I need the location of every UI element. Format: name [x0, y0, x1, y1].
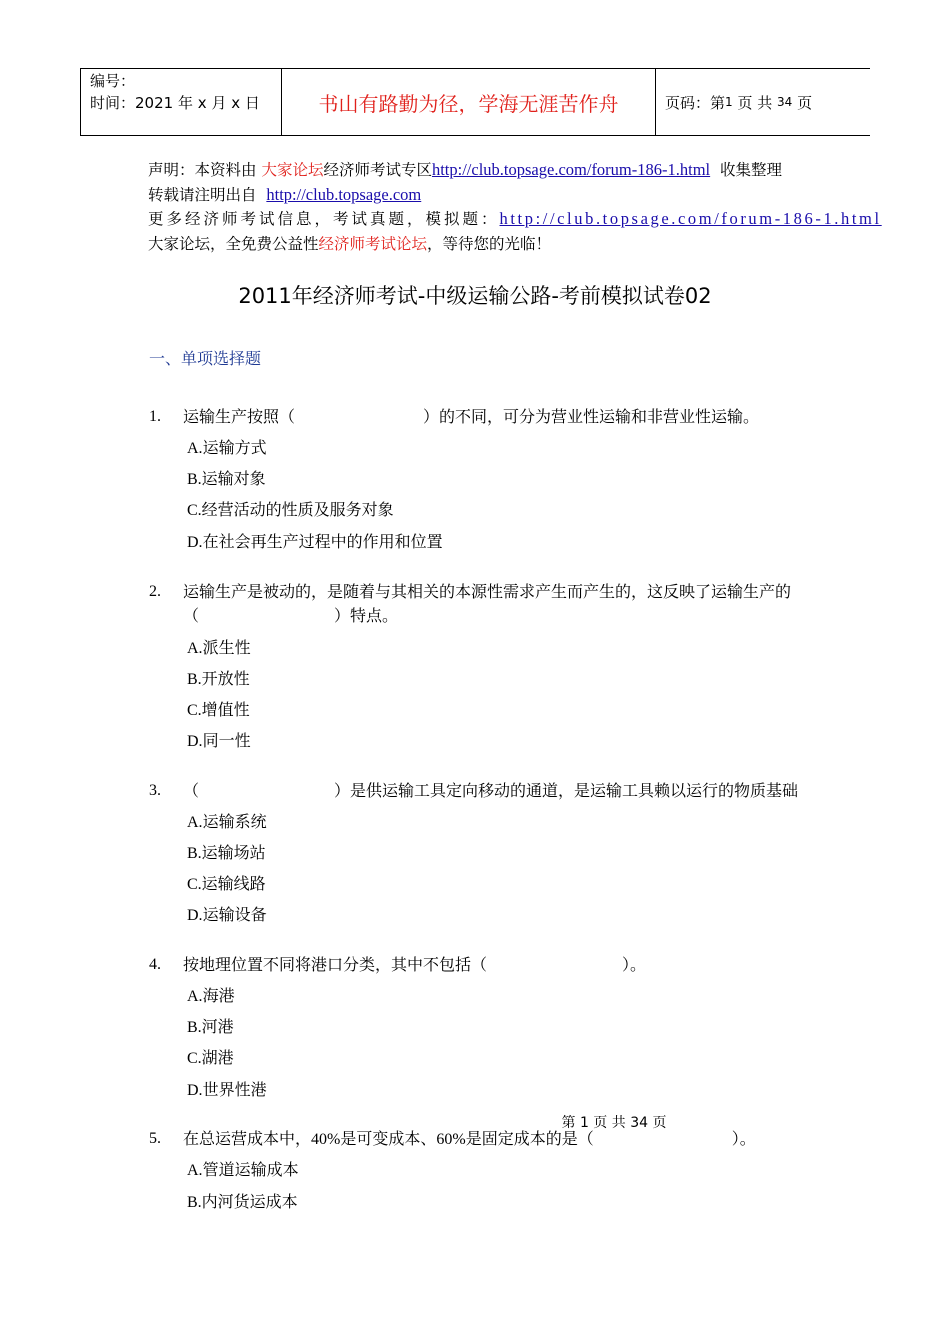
- question-number: 5.: [149, 1130, 161, 1147]
- question-number: 3.: [149, 782, 161, 799]
- forum-link-3[interactable]: http://club.topsage.com/forum-186-1.html: [499, 209, 882, 228]
- question-number: 2.: [149, 583, 161, 600]
- header-table: [80, 68, 870, 136]
- motto-cell: [282, 69, 656, 135]
- page-footer: 第 1 页 共 34 页: [561, 1115, 667, 1131]
- option-b: B.运输对象: [187, 469, 266, 488]
- question-3: [149, 779, 849, 803]
- forum-name: 大家论坛: [261, 161, 324, 179]
- question-number: 4.: [149, 956, 161, 973]
- option-b: B.内河货运成本: [187, 1192, 298, 1211]
- forum-link-1[interactable]: http://club.topsage.com/forum-186-1.html: [431, 160, 711, 179]
- page-title: 2011年经济师考试-中级运输公路-考前模拟试卷02: [238, 284, 712, 308]
- question-5: [149, 1127, 849, 1151]
- notice-line-4: 大家论坛，全免费公益性经济师考试论坛，等待您的光临！: [148, 234, 552, 253]
- question-text: 在总运营成本中，40%是可变成本、60%是固定成本的是（ ）。: [183, 1129, 756, 1148]
- option-c: C.湖港: [187, 1048, 234, 1067]
- id-label: 编号：: [90, 72, 136, 90]
- page-number-cell: 页码：第 1 页 共 34 页: [665, 93, 813, 112]
- question-text: 运输生产按照（ ）的不同，可分为营业性运输和非营业性运输。: [183, 407, 760, 426]
- option-c: C.运输线路: [187, 874, 266, 893]
- time-line: 时间：2021 年 x 月 x 日: [90, 94, 260, 112]
- section-heading: 一、单项选择题: [149, 349, 262, 368]
- option-b: B.运输场站: [187, 843, 266, 862]
- time-year-value: 2021: [135, 94, 174, 112]
- option-d: D.同一性: [187, 731, 251, 750]
- notice-line-3: 更多经济师考试信息，考试真题，模拟题：http://club.topsage.com/forum-186-1.html: [148, 209, 882, 228]
- question-text: （ ）是供运输工具定向移动的通道，是运输工具赖以运行的物质基础: [183, 781, 799, 800]
- option-c: C.经营活动的性质及服务对象: [187, 500, 394, 519]
- option-d: D.世界性港: [187, 1080, 267, 1099]
- question-text: 运输生产是被动的，是随着与其相关的本源性需求产生而产生的，这反映了运输生产的 （ ）特点。: [183, 582, 792, 625]
- notice-line-1: 声明：本资料由 大家论坛经济师考试专区http://club.topsage.com/forum-186-1.html 收集整理: [148, 160, 782, 179]
- option-b: B.河港: [187, 1017, 234, 1036]
- option-b: B.开放性: [187, 669, 250, 688]
- option-c: C.增值性: [187, 700, 250, 719]
- question-number: 1.: [149, 408, 161, 425]
- notice-block: [148, 158, 928, 256]
- option-a: A.海港: [187, 986, 235, 1005]
- question-text: 按地理位置不同将港口分类，其中不包括（ ）。: [183, 955, 647, 974]
- option-d: D.运输设备: [187, 905, 267, 924]
- forum-name-2: 经济师考试论坛: [318, 234, 428, 253]
- option-a: A.运输方式: [187, 438, 267, 457]
- motto: 书山有路勤为径，学海无涯苦作舟: [318, 91, 619, 116]
- question-1: [149, 405, 849, 429]
- option-d: D.在社会再生产过程中的作用和位置: [187, 532, 443, 551]
- forum-link-2[interactable]: http://club.topsage.com: [266, 184, 422, 204]
- option-a: A.派生性: [187, 638, 251, 657]
- option-a: A.管道运输成本: [187, 1160, 299, 1179]
- notice-line-2: 转载请注明出自 http://club.topsage.com: [148, 184, 422, 204]
- header-meta-cell: [81, 69, 282, 135]
- option-a: A.运输系统: [187, 812, 267, 831]
- question-4: [149, 953, 849, 977]
- question-2: [149, 580, 849, 628]
